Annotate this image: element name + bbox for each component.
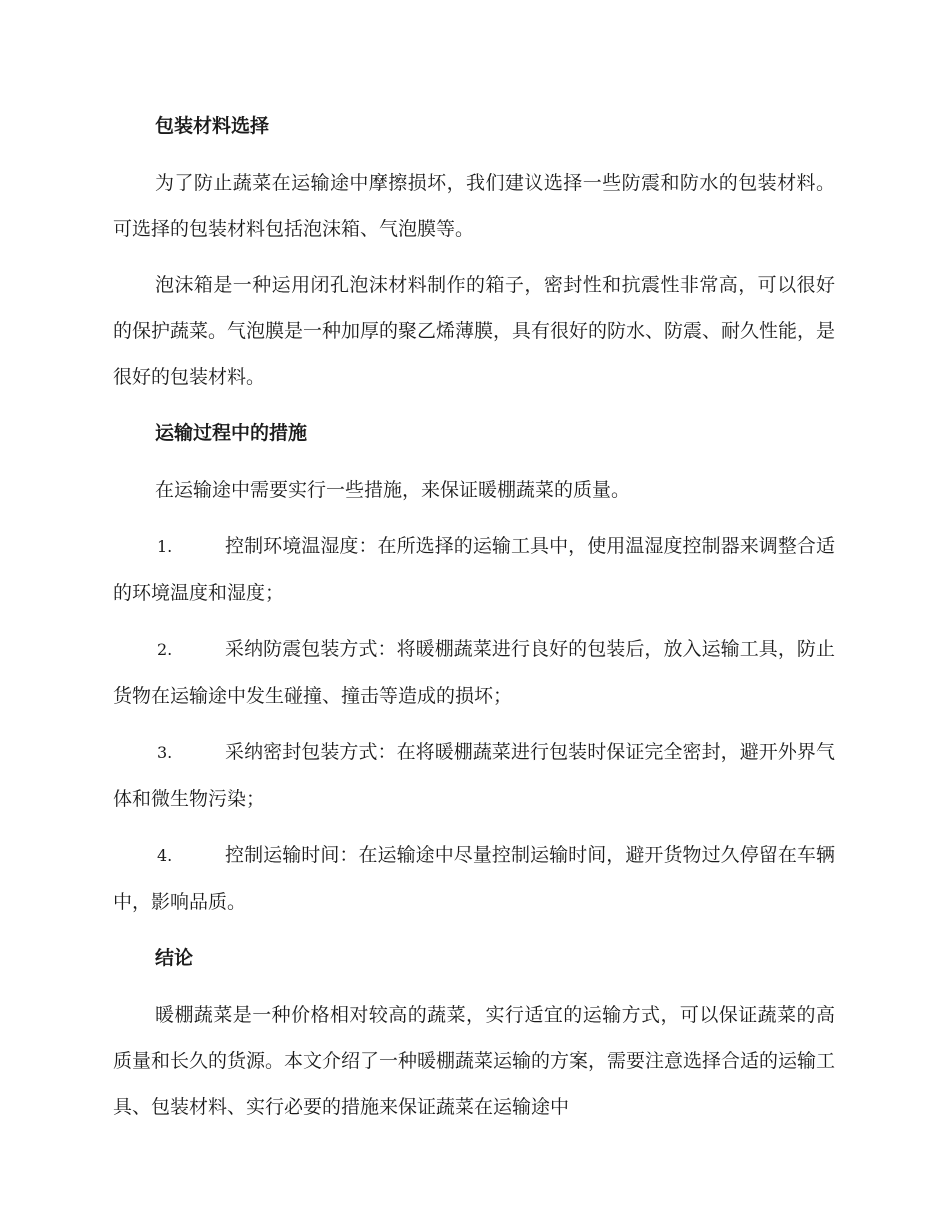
paragraph: 暖棚蔬菜是一种价格相对较高的蔬菜，实行适宜的运输方式，可以保证蔬菜的高质量和长久的货源。本文介绍了一种暖棚蔬菜运输的方案，需要注意选择合适的运输工具、包装材料、实行必要的措施来保证蔬菜在运输途中 — [113, 1004, 836, 1118]
paragraph: 为了防止蔬菜在运输途中摩擦损坏，我们建议选择一些防震和防水的包装材料。可选择的包装材料包括泡沫箱、气泡膜等。 — [113, 172, 835, 240]
list-number: 3. — [157, 743, 173, 762]
section-heading-conclusion: 结论 — [155, 947, 194, 969]
section-heading-packaging: 包装材料选择 — [155, 115, 270, 137]
list-number: 4. — [157, 846, 173, 865]
list-item-text: 控制环境温湿度：在所选择的运输工具中，使用温湿度控制器来调整合适的环境温度和湿度； — [113, 535, 835, 604]
section-heading-transport-measures: 运输过程中的措施 — [155, 422, 308, 444]
list-item-text: 控制运输时间：在运输途中尽量控制运输时间，避开货物过久停留在车辆中，影响品质。 — [113, 844, 835, 913]
list-item-text: 采纳密封包装方式：在将暖棚蔬菜进行包装时保证完全密封，避开外界气体和微生物污染； — [113, 741, 835, 810]
list-item — [113, 729, 835, 822]
list-item — [113, 523, 835, 616]
list-item-text: 采纳防震包装方式：将暖棚蔬菜进行良好的包装后，放入运输工具，防止货物在运输途中发生碰撞、撞击等造成的损坏； — [113, 638, 835, 707]
paragraph: 泡沫箱是一种运用闭孔泡沫材料制作的箱子，密封性和抗震性非常高，可以很好的保护蔬菜。气泡膜是一种加厚的聚乙烯薄膜，具有很好的防水、防震、耐久性能，是很好的包装材料。 — [113, 274, 836, 388]
list-number: 1. — [157, 537, 173, 556]
paragraph: 在运输途中需要实行一些措施，来保证暖棚蔬菜的质量。 — [155, 479, 631, 501]
list-number: 2. — [157, 640, 173, 659]
document-page — [113, 103, 835, 1130]
list-item — [113, 832, 835, 925]
list-item — [113, 626, 835, 719]
